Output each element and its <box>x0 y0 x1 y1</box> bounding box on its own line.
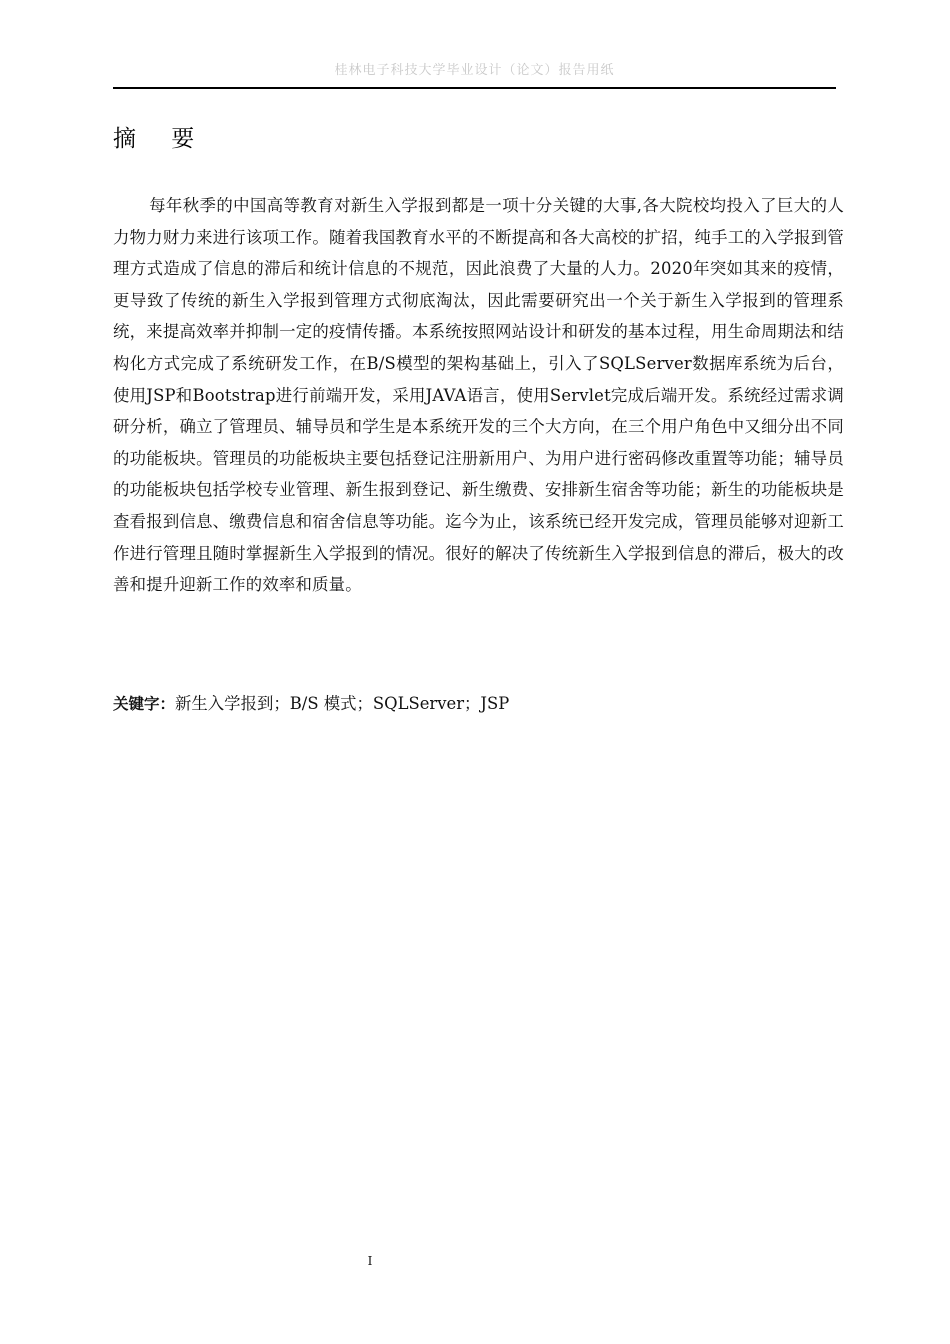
keywords-value: 新生入学报到；B/S 模式；SQLServer；JSP <box>175 694 510 713</box>
abstract-body: 每年秋季的中国高等教育对新生入学报到都是一项十分关键的大事,各大院校均投入了巨大的人力物力财力来进行该项工作。随着我国教育水平的不断提高和各大高校的扩招，纯手工的入学报到管理方式造成了信息的滞后和统计信息的不规范，因此浪费了大量的人力。2020年突如其来的疫情，更导致了传统的新生入学报到管理方式彻底淘汰，因此需要研究出一个关于新生入学报到的管理系统，来提高效率并抑制一定的疫情传播。本系统按照网站设计和研发的基本过程，用生命周期法和结构化方式完成了系统研发工作，在B/S模型的架构基础上，引入了SQLServer数据库系统为后台，使用JSP和Bootstrap进行前端开发，采用JAVA语言，使用Servlet完成后端开发。系统经过需求调研分析，确立了管理员、辅导员和学生是本系统开发的三个大方向，在三个用户角色中又细分出不同的功能板块。管理员的功能板块主要包括登记注册新用户、为用户进行密码修改重置等功能；辅导员的功能板块包括学校专业管理、新生报到登记、新生缴费、安排新生宿舍等功能；新生的功能板块是查看报到信息、缴费信息和宿舍信息等功能。迄今为止，该系统已经开发完成，管理员能够对迎新工作进行管理且随时掌握新生入学报到的情况。很好的解决了传统新生入学报到信息的滞后，极大的改善和提升迎新工作的效率和质量。 <box>113 196 844 595</box>
page-header <box>113 62 836 89</box>
keywords-line <box>113 690 836 718</box>
page-number: I <box>367 1254 373 1268</box>
abstract-title: 摘 要 <box>113 126 209 152</box>
header-text: 桂林电子科技大学毕业设计（论文）报告用纸 <box>334 63 615 78</box>
keywords-label: 关键字： <box>113 695 176 713</box>
